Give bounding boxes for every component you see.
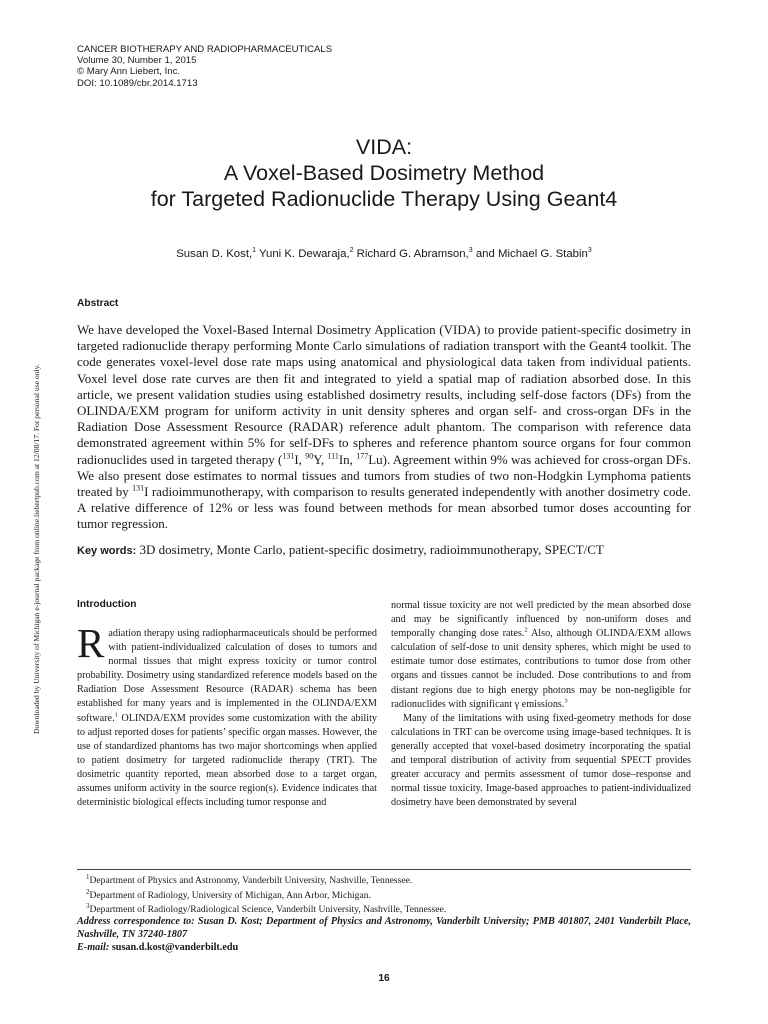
affiliation-sup: 3: [86, 902, 90, 911]
correspondence-address: Address correspondence to: Susan D. Kost; Department of Physics and Astronomy, Vanderbilt University; PMB 401807, 2401 Vanderbilt Place, Nashville, TN 37240-1807: [77, 916, 691, 940]
email-label: E-mail:: [77, 942, 110, 953]
journal-copyright: © Mary Ann Liebert, Inc.: [77, 66, 181, 78]
article-title: [0, 134, 768, 212]
download-side-note: Downloaded by University of Michigan e-journal package from online.liebertpub.com at 12/08/17. For personal use only.: [32, 364, 41, 734]
journal-name: CANCER BIOTHERAPY AND RADIOPHARMACEUTICALS: [77, 44, 333, 55]
intro-text: Also, although OLINDA/EXM allows calculation of self-dose to unit density spheres, which might be used to estimate tumor dose estimates, contributions to tumor dose from other organs and tissues cannot be included. Dose contributions to and from distant regions due to high energy photons may be non-negligible for radionuclides with significant γ emissions.: [391, 628, 691, 710]
author-name: Yuni K. Dewaraja,: [259, 247, 350, 260]
affiliation-text: Department of Physics and Astronomy, Vanderbilt University, Nashville, Tennessee.: [89, 875, 413, 887]
isotope-mass: 90: [305, 451, 314, 461]
keywords-text: 3D dosimetry, Monte Carlo, patient-specific dosimetry, radioimmunotherapy, SPECT/CT: [139, 542, 604, 557]
footnote-divider: [77, 869, 691, 870]
author-list: [0, 247, 768, 260]
author-name: and Michael G. Stabin: [475, 247, 588, 260]
isotope-symbol: In,: [338, 451, 357, 467]
abstract-text-a: We have developed the Voxel-Based Internal Dosimetry Application (VIDA) to provide patient-specific dosimetry in targeted radionuclide therapy performing Monte Carlo simulations of radiation transport with the Geant4 toolkit. The code generates voxel-level dose rate maps using anatomical and physiological data taken from individual patients. Voxel level dose rate curves are then fit and integrated to yield a spatial map of radiation absorbed dose. In this article, we present validation studies using established dosimetry results, including self-dose factors (DFs) from the OLINDA/EXM program for uniform activity in unit density spheres and organ self- and cross-organ DFs in the Radiation Dose Assessment Resource (RADAR) reference adult phantom. The comparison with reference data demonstrated agreement within 5% for self-DFs to spheres and reference phantom source organs for four common radionuclides used in targeted therapy (: [77, 322, 691, 467]
affiliation-sup: 1: [86, 873, 90, 881]
intro-text: OLINDA/EXM provides some customization with the ability to adjust reported doses for patients’ specific organ masses. However, the use of standardized phantoms has two major shortcomings when applied to patient dosimetry for targeted radionuclide therapy (TRT). The dosimetric quantity reported, mean absorbed dose to a target organ, assumes uniform activity in the source region(s). Evidence indicates that deterministic biological effects including tumor response and: [77, 712, 377, 809]
affiliation-item: [86, 901, 446, 916]
page-number: 16: [378, 973, 390, 984]
journal-doi: DOI: 10.1089/cbr.2014.1713: [77, 77, 198, 89]
author-affil-sup: 3: [587, 247, 592, 254]
column-left: [77, 620, 377, 810]
title-line-3: for Targeted Radionuclide Therapy Using Geant4: [150, 187, 618, 211]
author-name: Richard G. Abramson,: [356, 247, 469, 260]
intro-text: adiation therapy using radiopharmaceuticals should be performed with patient-individualized calculation of doses to tumors and normal tissues that might express toxicity or tumor control probability. Dosimetry using standardized reference models based on the Radiation Dose Assessment Resource (RADAR) schema has been established for many years and is implemented in the OLINDA/EXM software.: [77, 628, 377, 724]
abstract-heading: Abstract: [77, 298, 119, 309]
affiliations: [86, 872, 446, 916]
affiliation-item: [86, 872, 446, 887]
correspondence-email-line: [77, 942, 238, 955]
intro-paragraph: [391, 599, 691, 712]
reference-sup: 1: [114, 711, 118, 719]
author-affil-sup: 3: [468, 247, 473, 254]
reference-sup: 3: [564, 697, 568, 705]
column-right: [391, 599, 691, 810]
drop-cap: R: [77, 620, 105, 666]
intro-paragraph: [77, 620, 377, 810]
affiliation-text: Department of Radiology/Radiological Science, Vanderbilt University, Nashville, Tennessee.: [89, 904, 447, 916]
affiliation-text: Department of Radiology, University of Michigan, Ann Arbor, Michigan.: [89, 889, 371, 901]
isotope-mass: 111: [327, 451, 339, 461]
affiliation-item: [86, 887, 446, 902]
isotope-mass: 177: [356, 451, 369, 461]
isotope-mass: 131: [282, 451, 295, 461]
journal-volume: Volume 30, Number 1, 2015: [77, 55, 197, 67]
isotope-symbol: I,: [294, 451, 306, 467]
introduction-heading: Introduction: [77, 599, 137, 610]
isotope-symbol: Y,: [313, 451, 328, 467]
keywords: [77, 542, 691, 559]
journal-header: [77, 44, 332, 89]
author-name: Susan D. Kost,: [176, 247, 253, 260]
abstract-body: [77, 322, 691, 533]
intro-paragraph: Many of the limitations with using fixed-geometry methods for dose calculations in TRT can be overcome using image-based techniques. It is generally accepted that voxel-based dosimetry incorporating the spatial and temporal distribution of activity from sequential SPECT provides greater accuracy and permits assessment of tumor dose–response and normal tissue toxicity. Image-based approaches to patient-individualized dosimetry have been demonstrated by several: [391, 712, 691, 809]
isotope-symbol: Lu: [368, 451, 383, 467]
affiliation-sup: 2: [86, 887, 90, 896]
abstract-text-c: I radioimmunotherapy, with comparison to results generated independently with another dosimetry code. A relative difference of 12% or less was found between methods for mean absorbed tumor doses accounting for tumor regression.: [77, 484, 691, 532]
isotope-mass: 131: [132, 483, 145, 493]
author-affil-sup: 2: [349, 247, 354, 254]
abstract-text-b: ). Agreement within 9% was achieved for cross-organ DFs. We also present dose estimates to normal tissues and tumors from studies of two non-Hodgkin Lymphoma patients treated by: [77, 451, 691, 500]
reference-sup: 2: [524, 626, 528, 634]
title-line-1: VIDA:: [355, 135, 413, 159]
intro-text: normal tissue toxicity are not well predicted by the mean absorbed dose and may be significantly influenced by non-uniform doses and temporally changing dose rates.: [391, 600, 691, 640]
keywords-label: Key words:: [77, 545, 137, 557]
author-affil-sup: 1: [252, 247, 257, 254]
title-line-2: A Voxel-Based Dosimetry Method: [223, 161, 545, 185]
email-address[interactable]: susan.d.kost@vanderbilt.edu: [111, 942, 239, 953]
